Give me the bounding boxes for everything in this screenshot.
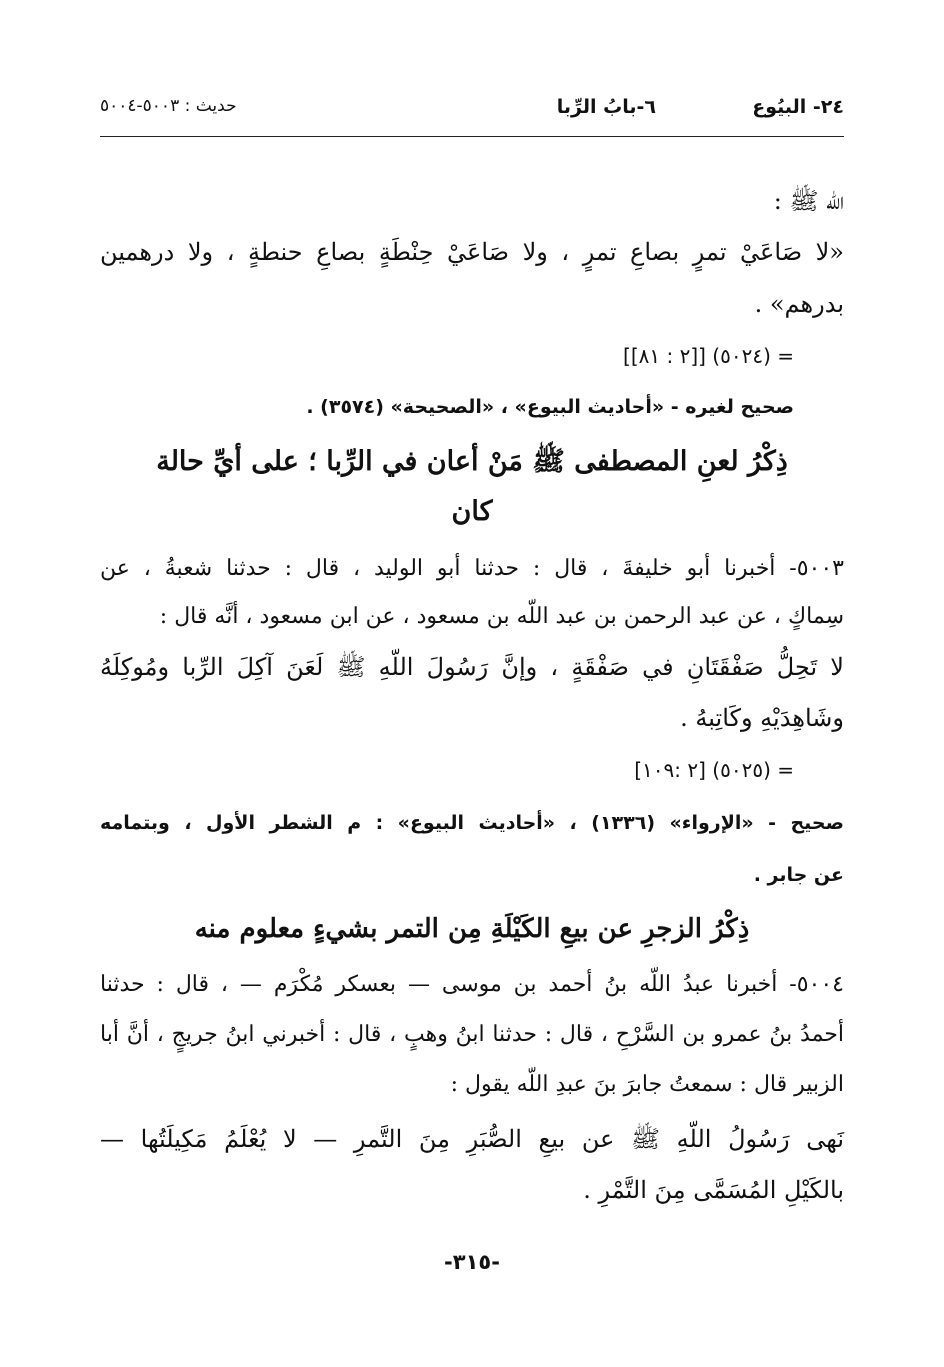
- text-line: «لا صَاعَيْ تمرٍ بصاعِ تمرٍ ، ولا صَاعَيْ حِنْطَةٍ بصاعِ حنطةٍ ، ولا درهمين: [100, 238, 844, 266]
- section-heading-cont: كان: [451, 496, 493, 527]
- text-line: أحمدُ بنُ عمرو بن السَّرْحِ ، قال : حدثنا ابنُ وهبٍ ، قال : أخبرني ابنُ جريجٍ ، أنَّ أبا: [100, 1022, 844, 1047]
- text-line: ٥٠٠٤- أخبرنا عبدُ اللّه بنُ أحمد بن موسى — بعسكر مُكْرَم — ، قال : حدثنا: [100, 972, 844, 997]
- reference-line: = (٥٠٢٤) [[٢ : ٨١]]: [623, 344, 794, 368]
- grading-line: صحيح - «الإرواء» (١٣٣٦) ، «أحاديث البيوع» : م الشطر الأول ، وبتمامه: [100, 812, 844, 834]
- reference-line: = (٥٠٢٥) [٢ :١٠٩]: [634, 758, 794, 782]
- book-title: ٢٤- البيُوع: [752, 96, 844, 118]
- hadith-matn: بالكَيْلِ المُسَمَّى مِنَ التَّمْرِ .: [583, 1176, 844, 1204]
- chapter-title: ٦-بابُ الرِّبا: [556, 96, 656, 118]
- text-line: بدرهم» .: [754, 290, 844, 318]
- hadith-range: حديث : ٥٠٠٣-٥٠٠٤: [100, 96, 237, 116]
- page-number: -٣١٥-: [444, 1250, 500, 1274]
- grading-line: عن جابر .: [753, 864, 844, 886]
- header-rule: [100, 136, 844, 137]
- section-heading: ذِكْرُ لعنِ المصطفى ﷺ مَنْ أعان في الرِّبا ؛ على أيِّ حالة: [156, 446, 788, 477]
- grading-line: صحيح لغيره - «أحاديث البيوع» ، «الصحيحة» (٣٥٧٤) .: [306, 396, 794, 418]
- text-line: ٥٠٠٣- أخبرنا أبو خليفةَ ، قال : حدثنا أبو الوليد ، قال : حدثنا شعبةُ ، عن: [100, 556, 844, 581]
- text-line: سِماكٍ ، عن عبد الرحمن بن عبد اللّه بن مسعود ، عن ابن مسعود ، أنَّه قال :: [159, 604, 844, 629]
- section-heading: ذِكْرُ الزجرِ عن بيعِ الكَيْلَةِ مِن التمر بشيءٍ معلوم منه: [194, 914, 750, 944]
- hadith-matn: لا تَحِلُّ صَفْقَتَانِ في صَفْقَةٍ ، وإنَّ رَسُولَ اللّهِ ﷺ لَعَنَ آكِلَ الرِّبا ومُوكِلَهُ: [100, 653, 844, 681]
- text-line: اللّه ﷺ :: [773, 187, 844, 215]
- text-line: الزبير قال : سمعتُ جابرَ بنَ عبدِ اللّه يقول :: [450, 1072, 844, 1097]
- hadith-matn: نَهى رَسُولُ اللّهِ ﷺ عن بيعِ الصُّبَرِ مِنَ التَّمرِ — لا يُعْلَمُ مَكِيلَتُها —: [100, 1125, 845, 1153]
- hadith-matn: وشَاهِدَيْهِ وكَاتِبهُ .: [680, 704, 844, 732]
- running-header: [100, 96, 844, 134]
